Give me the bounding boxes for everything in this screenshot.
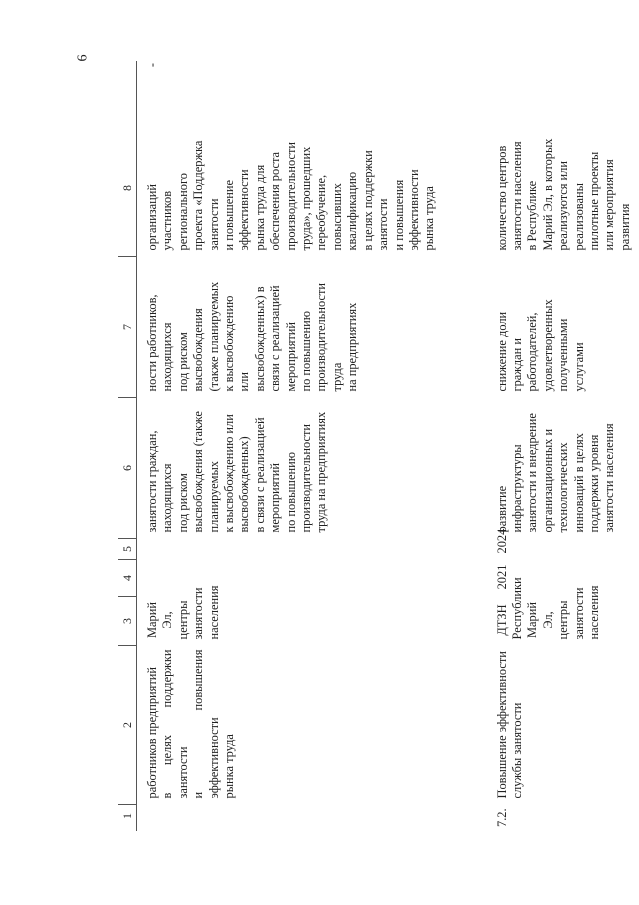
dash-mark <box>485 61 639 120</box>
table-row <box>137 61 485 831</box>
header-col-5: 5 <box>118 539 137 560</box>
table-row <box>485 61 639 831</box>
activity-content: занятости граждан, находящихся под риском высвобождения (также планируемых к высвобождению или высвобожденных) в связи с реализацией мероприятий по повышению производительности труда на предприятиях <box>145 411 329 533</box>
start-year: 2021 <box>494 564 509 590</box>
start-year <box>137 560 485 597</box>
row-number: 7.2. <box>494 808 509 827</box>
expected-result: снижение доли граждан и работодателей, удовлетворенных полученными услугами <box>494 299 586 392</box>
header-col-2: 2 <box>118 646 137 805</box>
rotated-table-container <box>118 61 638 831</box>
activity-name: Повышение эффективности службы занятости <box>494 651 524 799</box>
indicator-link: организаций участников регионального проекта «Поддержка занятости и повышение эффективности рынка труда для обеспечения роста производительности труда», прошедших переобучение, повысивших квалификацию в целях поддержки занятости и повышения эффективности рынка труда <box>145 140 437 251</box>
end-year <box>137 539 485 560</box>
indicator-link: количество центров занятости населения в Республике Марий Эл, в которых реализуются или реализованы пилотные проекты или мероприятия развития <box>494 138 632 251</box>
header-row <box>118 61 137 831</box>
header-col-6: 6 <box>118 398 137 539</box>
header-col-7: 7 <box>118 257 137 398</box>
executor: Марий Эл, центры занятости населения <box>145 585 221 640</box>
expected-result: ности работников, находящихся под риском высвобождения (также планируемых к высвобождению или высвобожденных) в связи с реализацией мероприятий по повышению производительности труда на предприятиях <box>145 281 360 392</box>
activity-content: развитие инфраструктуры занятости и внедрение организационных и технологических инноваций в целях поддержки уровня занятости населения <box>494 413 617 533</box>
end-year: 2024 <box>494 528 509 554</box>
page-number: 6 <box>75 54 91 62</box>
dash-mark: - <box>145 63 159 68</box>
activities-table <box>118 61 639 831</box>
row-number <box>137 805 485 832</box>
executor: ДТЗН Республики Марий Эл, центры занятости населения <box>494 577 601 640</box>
header-spacer <box>118 61 137 120</box>
header-col-4: 4 <box>118 560 137 597</box>
activity-name: работников предприятий в целях поддержки занятости и повышения эффективности рынка труда <box>145 649 237 799</box>
header-col-1: 1 <box>118 805 137 832</box>
header-col-8: 8 <box>118 120 137 257</box>
header-col-3: 3 <box>118 597 137 646</box>
